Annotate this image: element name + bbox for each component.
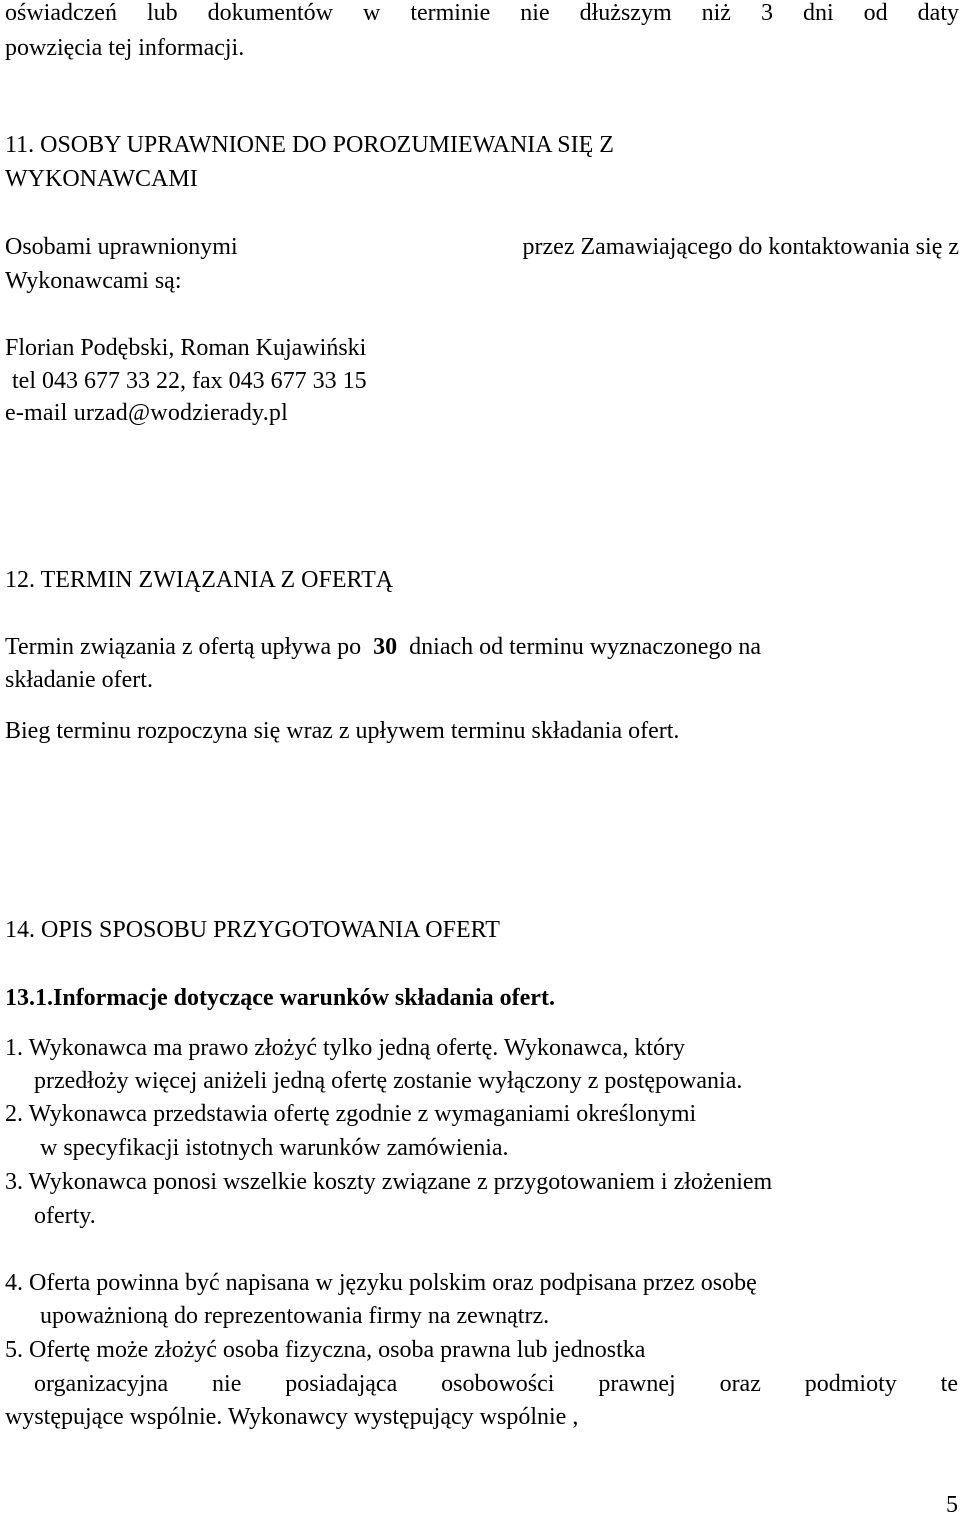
intro-line-1: oświadczeń lub dokumentów w terminie nie dłuższym niż 3 dni od daty (5, 0, 959, 26)
item-3-line-1: 3. Wykonawca ponosi wszelkie koszty związane z przygotowaniem i złożeniem (5, 1169, 773, 1195)
contact-email: e-mail urzad@wodzierady.pl (5, 400, 288, 426)
section-12-line-1 (5, 632, 761, 662)
page-number: 5 (946, 1492, 958, 1518)
item-5-line-3: występujące wspólnie. Wykonawcy występujący wspólnie , (5, 1404, 579, 1430)
item-2-line-2: w specyfikacji istotnych warunków zamówienia. (40, 1135, 509, 1161)
intro-line-2: powzięcia tej informacji. (5, 35, 245, 61)
section-11-sentence-line-1 (5, 232, 959, 262)
item-4-line-1: 4. Oferta powinna być napisana w języku polskim oraz podpisana przez osobę (5, 1270, 757, 1296)
section-11-heading-line-2: WYKONAWCAMI (5, 166, 198, 192)
item-2-line-1: 2. Wykonawca przedstawia ofertę zgodnie z wymaganiami określonymi (5, 1101, 697, 1127)
item-4-line-2: upoważnioną do reprezentowania firmy na zewnątrz. (40, 1303, 550, 1329)
sentence-part-1: Osobami uprawnionymi (5, 234, 238, 260)
section-14-subheading: 13.1.Informacje dotyczące warunków składania ofert. (5, 985, 555, 1011)
sentence-part-2: przez Zamawiającego do kontaktowania się z (522, 234, 959, 260)
line-1-before: Termin związania z ofertą upływa po (5, 634, 362, 660)
item-5-line-1: 5. Ofertę może złożyć osoba fizyczna, osoba prawna lub jednostka (5, 1337, 646, 1363)
section-11-sentence-line-2: Wykonawcami są: (5, 268, 182, 294)
item-1-line-2: przedłoży więcej aniżeli jedną ofertę zostanie wyłączony z postępowania. (34, 1068, 743, 1094)
section-12-line-3: Bieg terminu rozpoczyna się wraz z upływem terminu składania ofert. (5, 718, 680, 744)
item-5-line-2: organizacyjna nie posiadająca osobowości prawnej oraz podmioty te (34, 1371, 958, 1397)
section-11-heading-line-1: 11. OSOBY UPRAWNIONE DO POROZUMIEWANIA SIĘ Z (5, 132, 614, 158)
line-1-after: dniach od terminu wyznaczonego na (409, 634, 762, 660)
contact-phone: tel 043 677 33 22, fax 043 677 33 15 (12, 368, 367, 394)
section-12-line-2: składanie ofert. (5, 667, 153, 693)
item-1-line-1: 1. Wykonawca ma prawo złożyć tylko jedną ofertę. Wykonawca, który (5, 1035, 685, 1061)
item-3-line-2: oferty. (34, 1203, 96, 1229)
contact-names: Florian Podębski, Roman Kujawiński (5, 335, 367, 361)
section-14-heading: 14. OPIS SPOSOBU PRZYGOTOWANIA OFERT (5, 917, 500, 943)
section-12-heading: 12. TERMIN ZWIĄZANIA Z OFERTĄ (5, 567, 394, 593)
days-value: 30 (373, 634, 398, 660)
